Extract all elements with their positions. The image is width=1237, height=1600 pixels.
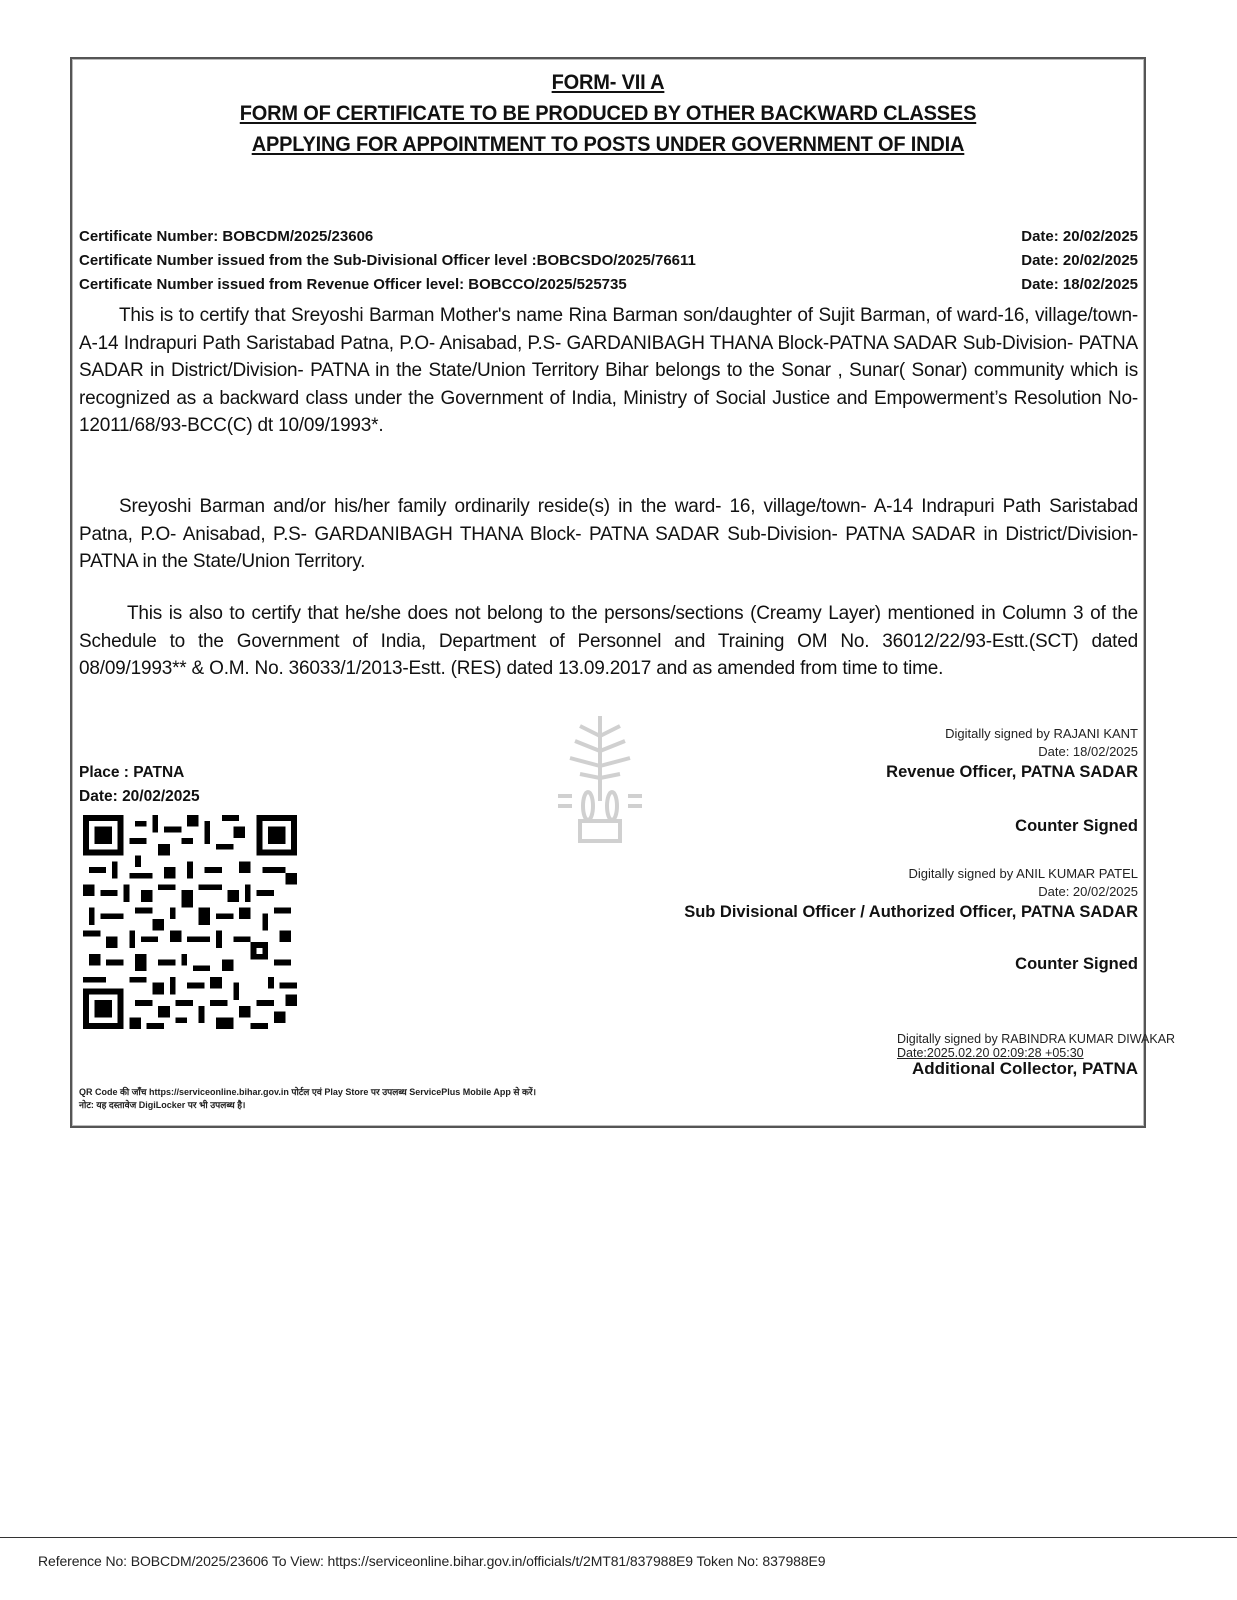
- certificate-frame: [70, 57, 1176, 1128]
- place-date-block: [79, 761, 200, 809]
- signed-by: Digitally signed by ANIL KUMAR PATEL: [908, 866, 1138, 881]
- collector-office-title: Additional Collector, PATNA: [911, 1059, 1138, 1078]
- form-number: FORM- VII A: [551, 70, 665, 94]
- revenue-officer-signature: [886, 725, 1138, 783]
- collector-signature: [897, 1032, 1175, 1060]
- certificate-date: Date: 20/02/2025: [1021, 228, 1138, 245]
- footer-divider: [0, 1537, 1237, 1538]
- title-block: [72, 67, 1144, 160]
- digilocker-note: नोट: यह दस्तावेज DigiLocker पर भी उपलब्ध है।: [79, 1100, 246, 1110]
- issue-date: Date: 20/02/2025: [79, 788, 200, 805]
- footer-reference: Reference No: BOBCDM/2025/23606 To View: https://serviceonline.bihar.gov.in/officials/t/2MT81/837988E9 Token No: 837988E9: [38, 1553, 826, 1569]
- certificate-row: [79, 249, 1138, 273]
- certificate-date: Date: 18/02/2025: [1021, 276, 1138, 293]
- signed-by: Digitally signed by RABINDRA KUMAR DIWAKAR: [897, 1032, 1176, 1046]
- certificate-date: Date: 20/02/2025: [1021, 252, 1138, 269]
- office-title: Revenue Officer, PATNA SADAR: [886, 763, 1138, 781]
- notes-block: [79, 1086, 536, 1112]
- counter-signed-label: Counter Signed: [1015, 955, 1138, 973]
- creamy-layer-paragraph: This is also to certify that he/she does not belong to the persons/sections (Creamy Layer) mentioned in Column 3 of the Schedule to the Government of India, Department of Personnel and Training OM No. 36012/22/93-Estt.(SCT) dated 08/09/1993** & O.M. No. 36033/1/2013-Estt. (RES) dated 13.09.2017 and as amended from time to time.: [79, 603, 1138, 679]
- residence-paragraph: Sreyoshi Barman and/or his/her family ordinarily reside(s) in the ward- 16, village/town- A-14 Indrapuri Path Saristabad Patna, P.O- Anisabad, P.S- GARDANIBAGH THANA Block- PATNA SADAR Sub-Division- PATNA SADAR in District/Division- PATNA in the State/Union Territory.: [79, 496, 1138, 572]
- bihar-emblem-icon: [550, 706, 650, 856]
- certificate-label: Certificate Number issued from the Sub-Divisional Officer level :BOBCSDO/2025/76611: [79, 252, 696, 269]
- title-line-1: FORM OF CERTIFICATE TO BE PRODUCED BY OTHER BACKWARD CLASSES: [239, 101, 977, 125]
- certificate-label: Certificate Number: BOBCDM/2025/23606: [79, 228, 374, 245]
- sdo-signature: [684, 865, 1138, 923]
- signature-date: Date: 20/02/2025: [1038, 884, 1138, 899]
- place-label: Place : PATNA: [79, 764, 185, 781]
- counter-signed-label: Counter Signed: [1015, 817, 1138, 835]
- certificate-label: Certificate Number issued from Revenue Officer level: BOBCCO/2025/525735: [79, 276, 627, 293]
- title-line-2: APPLYING FOR APPOINTMENT TO POSTS UNDER GOVERNMENT OF INDIA: [251, 132, 965, 156]
- office-title: Sub Divisional Officer / Authorized Officer, PATNA SADAR: [684, 903, 1138, 921]
- qr-note: QR Code की जाँच https://serviceonline.bihar.gov.in पोर्टल एवं Play Store पर उपलब्ध ServicePlus Mobile App से करें।: [79, 1087, 536, 1097]
- signature-date: Date: 18/02/2025: [1038, 744, 1138, 759]
- certificate-row: [79, 225, 1138, 249]
- signed-by: Digitally signed by RAJANI KANT: [945, 726, 1138, 741]
- qr-code-icon: [82, 815, 298, 1029]
- signature-date: Date:2025.02.20 02:09:28 +05:30: [897, 1046, 1084, 1060]
- certificate-numbers: [79, 225, 1138, 297]
- certificate-row: [79, 273, 1138, 297]
- certification-paragraph: This is to certify that Sreyoshi Barman Mother's name Rina Barman son/daughter of Sujit Barman, of ward-16, village/town- A-14 Indrapuri Path Saristabad Patna, P.O- Anisabad, P.S- GARDANIBAGH THANA Block-PATNA SADAR Sub-Division- PATNA SADAR in District/Division- PATNA in the State/Union Territory Bihar belongs to the Sonar , Sunar( Sonar) community which is recognized as a backward class under the Government of India, Ministry of Social Justice and Empowerment’s Resolution No- 12011/68/93-BCC(C) dt 10/09/1993*.: [79, 305, 1138, 436]
